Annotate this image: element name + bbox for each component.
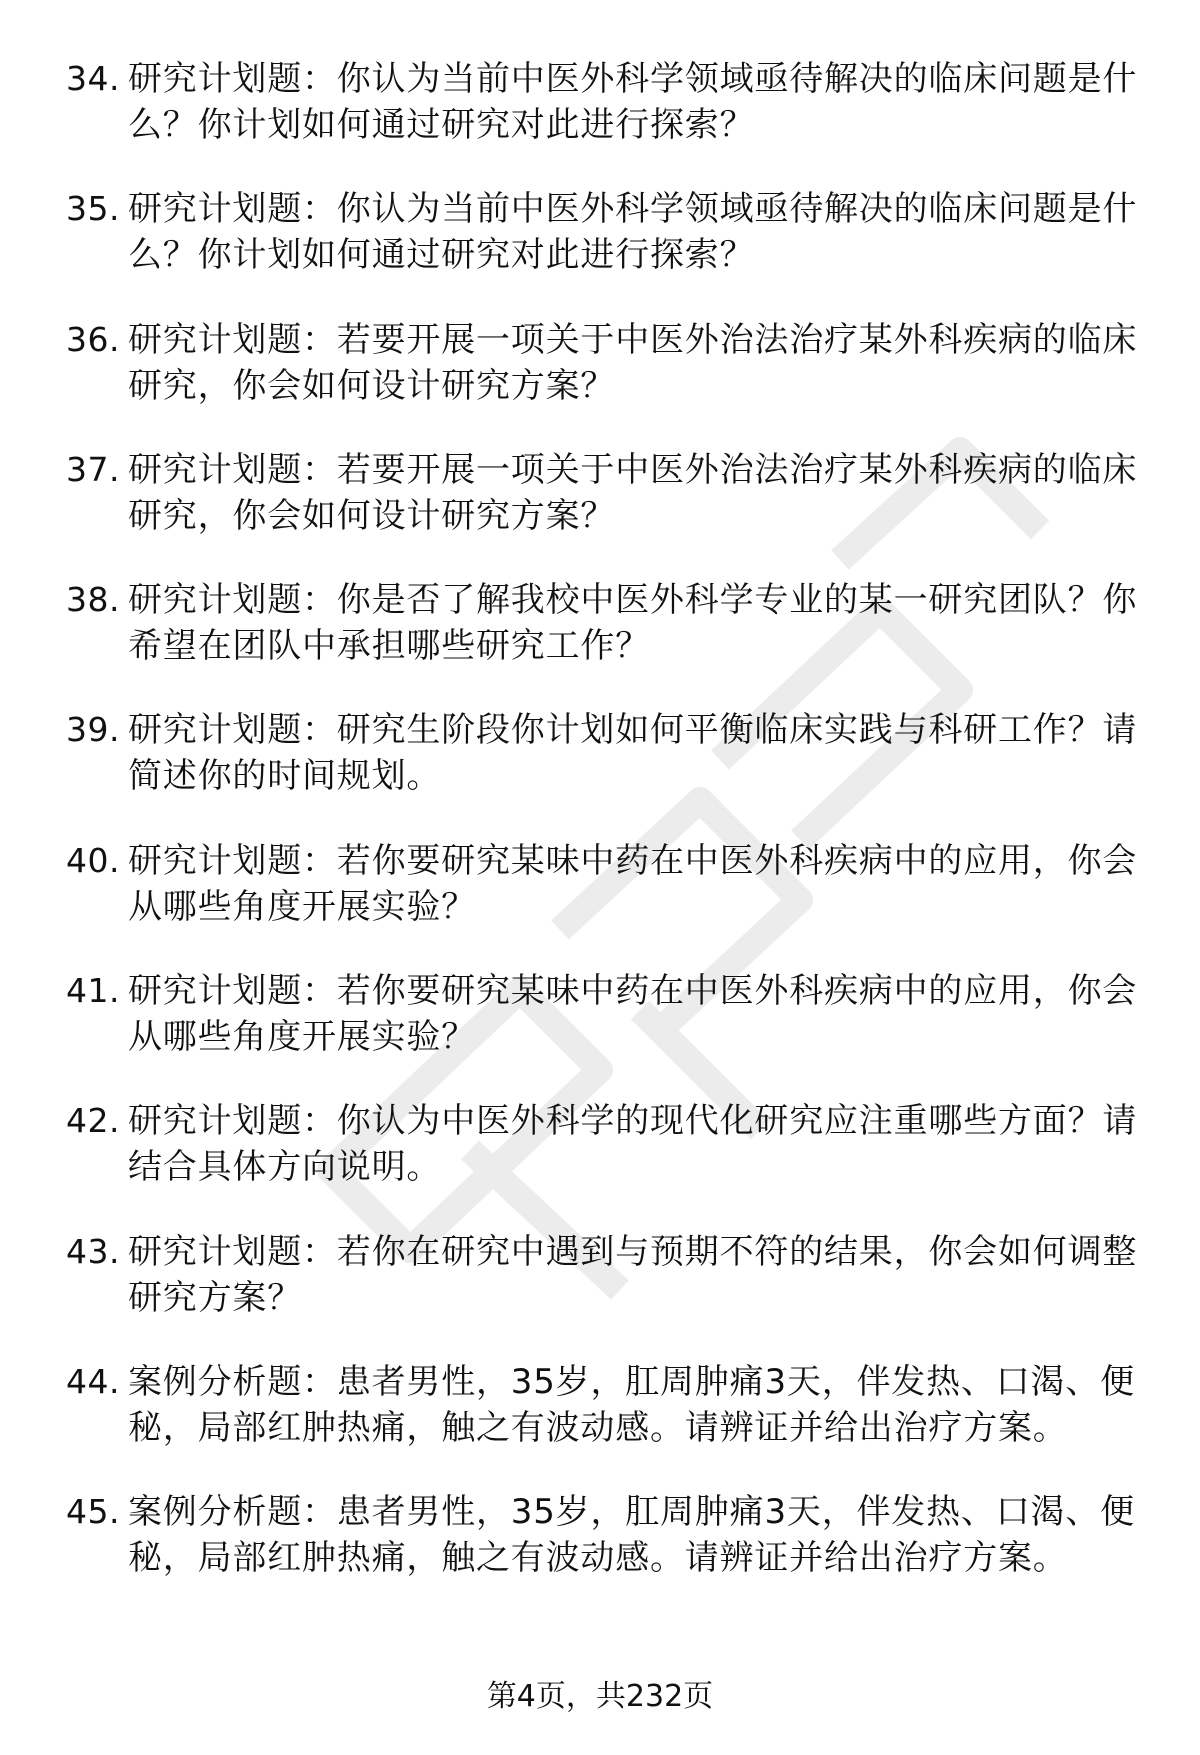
question-number: 41.	[66, 971, 120, 1011]
question-text: 案例分析题：患者男性，35岁，肛周肿痛3天，伴发热、口渴、便秘，局部红肿热痛，触之有波动感。请辨证并给出治疗方案。	[128, 1492, 1135, 1579]
question-number: 35.	[66, 189, 120, 229]
question-number: 44.	[66, 1361, 120, 1401]
question-number: 43.	[66, 1231, 120, 1271]
question-item	[0, 317, 1200, 447]
question-number: 36.	[66, 319, 120, 359]
question-number: 39.	[66, 710, 120, 750]
question-text: 研究计划题：若你在研究中遇到与预期不符的结果，你会如何调整研究方案？	[128, 1231, 1138, 1318]
question-number: 42.	[66, 1101, 120, 1141]
question-text: 研究计划题：若你要研究某味中药在中医外科疾病中的应用，你会从哪些角度开展实验？	[128, 971, 1138, 1058]
question-item	[0, 577, 1200, 707]
question-item	[0, 186, 1200, 316]
question-text: 研究计划题：你认为中医外科学的现代化研究应注重哪些方面？请结合具体方向说明。	[128, 1101, 1138, 1188]
question-text: 案例分析题：患者男性，35岁，肛周肿痛3天，伴发热、口渴、便秘，局部红肿热痛，触之有波动感。请辨证并给出治疗方案。	[128, 1361, 1135, 1448]
question-text: 研究计划题：若要开展一项关于中医外治法治疗某外科疾病的临床研究，你会如何设计研究方案？	[128, 319, 1138, 406]
question-item	[0, 968, 1200, 1098]
question-item	[0, 1489, 1200, 1619]
question-text: 研究计划题：你认为当前中医外科学领域亟待解决的临床问题是什么？你计划如何通过研究对此进行探索？	[128, 59, 1138, 145]
question-text: 研究计划题：若你要研究某味中药在中医外科疾病中的应用，你会从哪些角度开展实验？	[128, 840, 1138, 927]
question-text: 研究计划题：你认为当前中医外科学领域亟待解决的临床问题是什么？你计划如何通过研究对此进行探索？	[128, 189, 1138, 276]
question-item	[0, 447, 1200, 577]
question-item	[0, 838, 1200, 968]
question-number: 40.	[66, 840, 120, 880]
question-number: 45.	[66, 1492, 120, 1532]
question-number: 34.	[66, 59, 120, 98]
question-text: 研究计划题：研究生阶段你计划如何平衡临床实践与科研工作？请简述你的时间规划。	[128, 710, 1138, 797]
question-item	[0, 1098, 1200, 1228]
question-item	[0, 1229, 1200, 1359]
question-list	[0, 56, 1200, 1620]
question-item	[0, 707, 1200, 837]
question-text: 研究计划题：你是否了解我校中医外科学专业的某一研究团队？你希望在团队中承担哪些研究工作？	[128, 580, 1138, 667]
question-text: 研究计划题：若要开展一项关于中医外治法治疗某外科疾病的临床研究，你会如何设计研究方案？	[128, 449, 1138, 536]
question-number: 37.	[66, 449, 120, 489]
question-item	[0, 56, 1200, 186]
page-number-footer: 第4页，共232页	[486, 1679, 714, 1714]
question-number: 38.	[66, 580, 120, 620]
question-item	[0, 1359, 1200, 1489]
